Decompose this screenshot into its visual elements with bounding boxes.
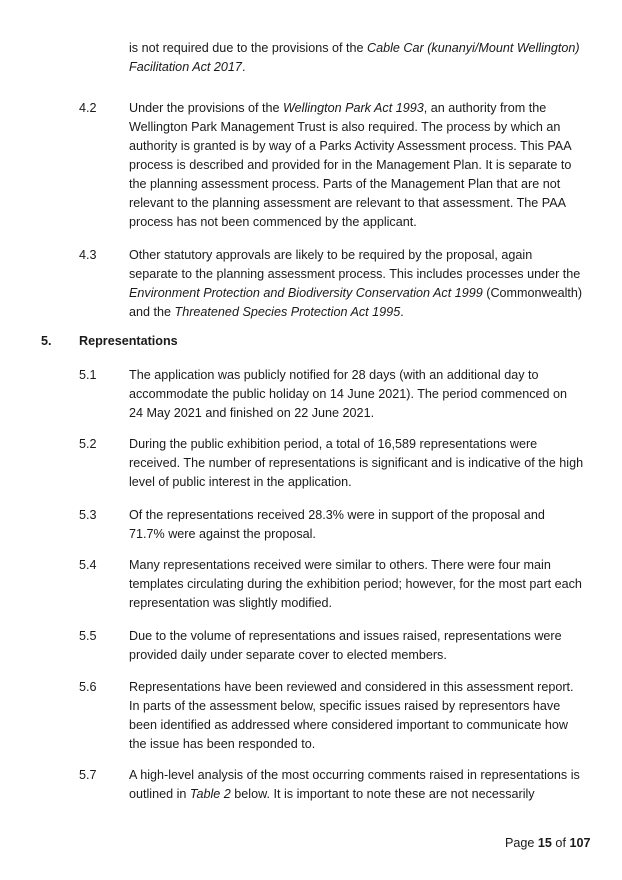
para-4-3-text-c: . (400, 305, 404, 319)
para-4-2-act-name: Wellington Park Act 1993 (283, 101, 424, 115)
section-5-title: Representations (79, 334, 178, 348)
para-5-1-text: The application was publicly notified for 28 days (with an additional day to accommodate the public holiday on 14 June 2021). The period commenced on 24 May 2021 and finished on 22 June 2021. (129, 368, 568, 420)
para-5-5-number: 5.5 (79, 629, 97, 643)
para-5-7-table-ref: Table 2 (189, 787, 231, 801)
para-4-3-text-b: (Commonwealth) and the (129, 286, 583, 319)
para-4-3-number: 4.3 (79, 248, 97, 262)
para-5-1-number: 5.1 (79, 368, 97, 382)
para-5-4-text: Many representations received were similar to others. There were four main templates circulating during the exhibition period; however, for the most part each representation was slightly modified. (129, 558, 582, 610)
para-5-2-text: During the public exhibition period, a total of 16,589 representations were received. The number of representations is significant and is indicative of the high level of public interest in the application. (129, 437, 584, 489)
page-of-label: of (551, 836, 570, 850)
para-5-7-number: 5.7 (79, 768, 97, 782)
para-4-2-text-a: Under the provisions of the (129, 101, 284, 115)
para-4-3-text-a: Other statutory approvals are likely to be required by the proposal, again separate to the planning assessment process. This includes processes under the (129, 248, 581, 281)
para-5-3-number: 5.3 (79, 508, 97, 522)
para-5-7-text (129, 766, 584, 804)
para-5-3-text: Of the representations received 28.3% were in support of the proposal and 71.7% were against the proposal. (129, 508, 545, 541)
intro-text-end: . (241, 60, 246, 74)
para-5-5-text: Due to the volume of representations and issues raised, representations were provided daily under separate cover to elected members. (129, 629, 562, 662)
para-5-4-number: 5.4 (79, 558, 97, 572)
para-4-2-text (129, 99, 584, 232)
total-pages: 107 (569, 836, 591, 850)
intro-act-name: Cable Car (kunanyi/Mount Wellington) Facilitation Act 2017 (129, 41, 580, 74)
para-5-2-number: 5.2 (79, 437, 97, 451)
para-5-7-text-b: below. It is important to note these are not necessarily (230, 787, 535, 801)
para-4-2-number: 4.2 (79, 101, 97, 115)
page-label: Page (505, 836, 538, 850)
intro-text: is not required due to the provisions of the (129, 41, 368, 55)
para-5-7-text-a: A high-level analysis of the most occurring comments raised in representations is outlined in (129, 768, 580, 801)
para-4-3-act-name-2: Threatened Species Protection Act 1995 (174, 305, 401, 319)
para-4-2-text-b: , an authority from the Wellington Park Management Trust is also required. The process by which an authority is granted is by way of a Parks Activity Assessment process. This PAA process is described and provided for in the Management Plan. It is separate to the planning assessment process. Parts of the Management Plan that are not relevant to the planning assessment are relevant to that assessment. The PAA process has not been commenced by the applicant. (129, 101, 572, 229)
intro-continuation (129, 39, 584, 77)
page-number-footer (505, 836, 590, 850)
section-5-number: 5. (41, 334, 52, 348)
para-5-6-text: Representations have been reviewed and considered in this assessment report. In parts of the assessment below, specific issues raised by representors have been identified as addressed where considered important to communicate how the issue has been responded to. (129, 680, 574, 751)
para-4-3-act-name-1: Environment Protection and Biodiversity Conservation Act 1999 (129, 286, 483, 300)
para-4-3-text (129, 246, 584, 322)
para-5-6-number: 5.6 (79, 680, 97, 694)
current-page: 15 (537, 836, 552, 850)
